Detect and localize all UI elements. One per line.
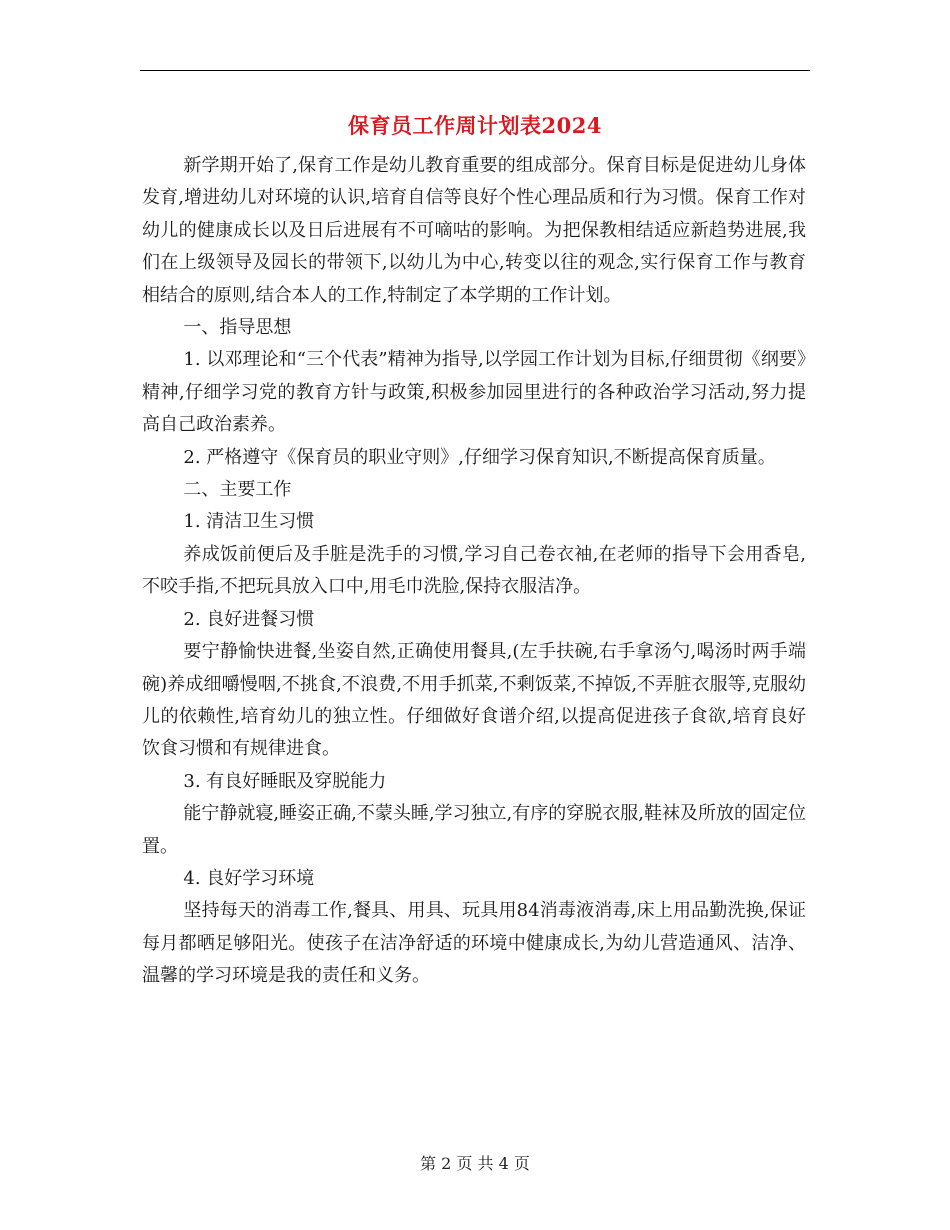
document-body (142, 150, 806, 993)
section-heading-guiding-ideology: 一、指导思想 (183, 317, 292, 339)
eating-habits-paragraph: 要宁静愉快进餐,坐姿自然,正确使用餐具,(左手扶碗,右手拿汤勺,喝汤时两手端碗)养成细嚼慢咽,不挑食,不浪费,不用手抓菜,不剩饭菜,不掉饭,不弄脏衣服等,克服幼儿的依赖性,培育幼儿的独立性。仔细做好食谱介绍,以提高促进孩子食欲,培育良好饮食习惯和有规律进食。 (142, 641, 806, 760)
subheading-hygiene-habits: 1. 清洁卫生习惯 (183, 511, 315, 533)
section-heading-main-work: 二、主要工作 (183, 479, 292, 501)
sleep-dressing-paragraph: 能宁静就寝,睡姿正确,不蒙头睡,学习独立,有序的穿脱衣服,鞋袜及所放的固定位置。 (142, 803, 806, 857)
subheading-eating-habits: 2. 良好进餐习惯 (183, 608, 315, 630)
learning-environment-paragraph: 坚持每天的消毒工作,餐具、用具、玩具用84消毒液消毒,床上用品勤洗换,保证每月都晒足够阳光。使孩子在洁净舒适的环境中健康成长,为幼儿营造通风、洁净、温馨的学习环境是我的责任和义务。 (142, 900, 806, 987)
guiding-item-1: 1. 以邓理论和“三个代表”精神为指导,以学园工作计划为目标,仔细贯彻《纲要》精神,仔细学习党的教育方针与政策,积极参加园里进行的各种政治学习活动,努力提高自己政治素养。 (142, 349, 806, 436)
subheading-learning-environment: 4. 良好学习环境 (183, 867, 315, 889)
header-rule (140, 70, 810, 71)
subheading-sleep-dressing: 3. 有良好睡眠及穿脱能力 (183, 770, 387, 792)
document-title: 保育员工作周计划表2024 (348, 113, 602, 138)
page-footer: 第 2 页 共 4 页 (420, 1154, 530, 1173)
intro-paragraph: 新学期开始了,保育工作是幼儿教育重要的组成部分。保育目标是促进幼儿身体发育,增进幼儿对环境的认识,培育自信等良好个性心理品质和行为习惯。保育工作对幼儿的健康成长以及日后进展有不可嘀咕的影响。为把保教相结适应新趋势进展,我们在上级领导及园长的带领下,以幼儿为中心,转变以往的观念,实行保育工作与教育相结合的原则,结合本人的工作,特制定了本学期的工作计划。 (142, 155, 806, 306)
guiding-item-2: 2. 严格遵守《保育员的职业守则》,仔细学习保育知识,不断提高保育质量。 (183, 446, 776, 468)
hygiene-habits-paragraph: 养成饭前便后及手脏是洗手的习惯,学习自己卷衣袖,在老师的指导下会用香皂,不咬手指,不把玩具放入口中,用毛巾洗脸,保持衣服洁净。 (142, 543, 806, 598)
